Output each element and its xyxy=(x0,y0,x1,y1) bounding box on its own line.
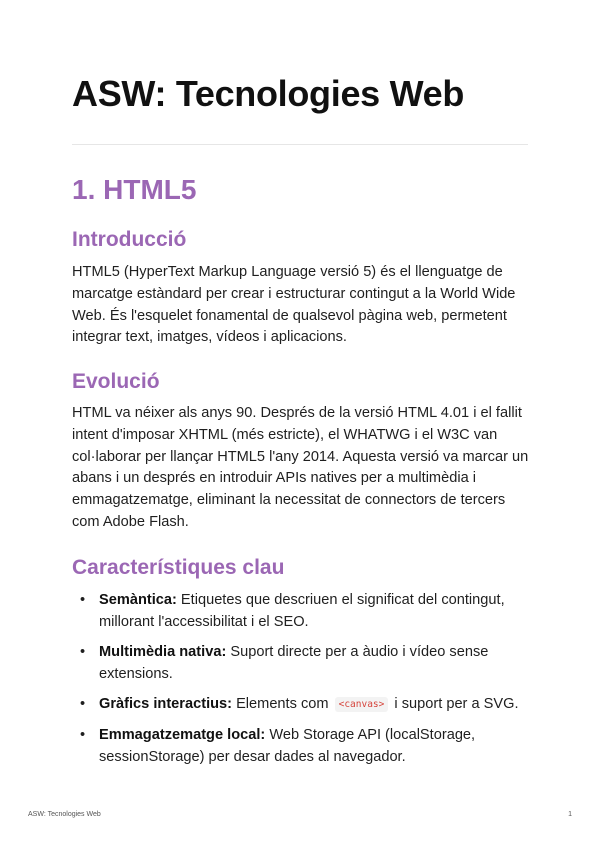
feature-term: Multimèdia nativa: xyxy=(99,644,227,661)
bullet-icon: • xyxy=(80,727,86,744)
section-heading-html5: 1. HTML5 xyxy=(72,174,197,205)
feature-description: Suport directe per a àudio i vídeo sense extensions. xyxy=(99,644,489,682)
bullet-icon: • xyxy=(80,644,86,661)
feature-description: Web Storage API (localStorage, sessionStorage) per desar dades al navegador. xyxy=(99,727,476,766)
feature-description-continued: i suport per a SVG. xyxy=(390,696,519,713)
paragraph-evolucio: HTML va néixer als anys 90. Després de la versió HTML 4.01 i el fallit intent d'imposar XHTML (més estricte), el WHATWG i el W3C van col·laborar per llançar HTML5 l'any 2014. Aquesta versió va marcar un abans i un després en introduir APIs natives per a multimèdia i emmagatzematge, eliminant la necessitat de connectors de tercers com Adobe Flash. xyxy=(72,405,529,530)
document-title: ASW: Tecnologies Web xyxy=(72,73,465,114)
title-divider xyxy=(72,144,528,145)
subheading-introduccio: Introducció xyxy=(72,228,187,251)
list-item xyxy=(72,725,528,769)
feature-term: Semàntica: xyxy=(99,592,177,608)
inline-code-canvas: <canvas> xyxy=(335,697,389,712)
features-list xyxy=(72,590,528,778)
feature-description: Elements com xyxy=(232,696,333,713)
bullet-icon: • xyxy=(80,696,86,713)
subheading-evolucio: Evolució xyxy=(72,370,160,393)
list-item xyxy=(72,642,528,686)
feature-term: Gràfics interactius: xyxy=(99,696,233,713)
list-item xyxy=(72,590,528,634)
bullet-icon: • xyxy=(80,592,86,608)
footer-document-title: ASW: Tecnologies Web xyxy=(28,811,101,818)
paragraph-introduccio: HTML5 (HyperText Markup Language versió 5) és el llenguatge de marcatge estàndard per crear i estructurar contingut a la World Wide Web. És l'esquelet fonamental de qualsevol pàgina web, permetent integrar text, imatges, vídeos i aplicacions. xyxy=(72,264,516,346)
subheading-caracteristiques-clau: Característiques clau xyxy=(72,556,285,579)
footer-page-number: 1 xyxy=(568,811,572,818)
feature-description: Etiquetes que descriuen el significat del contingut, millorant l'accessibilitat i el SEO. xyxy=(99,592,505,630)
feature-term: Emmagatzematge local: xyxy=(99,727,266,744)
list-item xyxy=(72,694,528,717)
